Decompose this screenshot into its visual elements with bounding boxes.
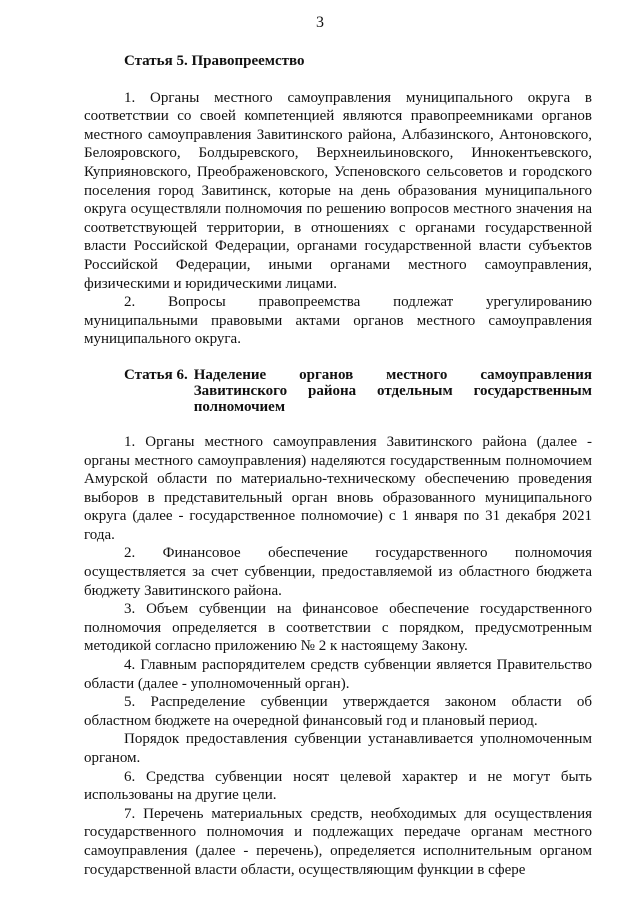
article-5-paragraph-1: 1. Органы местного самоуправления муниципального округа в соответствии со своей компетенцией являются правопреемниками органов местного самоуправления Завитинского района, Албазинского, Антоновского, Белояровского, Болдыревского, Верхнеильиновского, Иннокентьевского, Куприяновского, Преображеновского, Успеновского сельсоветов и городского поселения город Завитинск, которые на день образования муниципального округа осуществляли полномочия по решению вопросов местного значения на соответствующей территории, в отношениях с органами государственной власти Российской Федерации, органами государственной власти субъектов Российской Федерации, иными органами местного самоуправления, физическими и юридическими лицами. — [84, 89, 592, 292]
article-6-paragraph-7: 6. Средства субвенции носят целевой характер и не могут быть использованы на другие цели. — [84, 768, 592, 804]
page-number: 3 — [316, 14, 324, 31]
article-6-paragraph-3: 3. Объем субвенции на финансовое обеспечение государственного полномочия определяется в соответствии с порядком, предусмотренным методикой согласно приложению № 2 к настоящему Закону. — [84, 601, 592, 655]
article-6-paragraph-1: 1. Органы местного самоуправления Завитинского района (далее - органы местного самоуправления) наделяются государственным полномочием Амурской области по материально-техническому обеспечению проведения выборов в представительный орган вновь образованного муниципального округа (далее - государственное полномочие) с 1 января по 31 декабря 2021 года. — [84, 433, 592, 543]
article-5-heading: Статья 5. Правопреемство — [124, 53, 305, 69]
article-6-paragraph-6: Порядок предоставления субвенции устанавливается уполномоченным органом. — [84, 731, 592, 766]
article-6-label: Статья 6. — [124, 366, 188, 383]
article-6-paragraph-5: 5. Распределение субвенции утверждается законом области об областном бюджете на очередной финансовый год и плановый период. — [84, 694, 592, 729]
article-6-title: Наделение органов местного самоуправления Завитинского района отдельным государственным полномочием — [193, 366, 592, 415]
document-body — [84, 52, 592, 879]
article-6-paragraph-8: 7. Перечень материальных средств, необходимых для осуществления государственного полномочия и подлежащих передаче органам местного самоуправления (далее - перечень), определяется исполнительным органом государственной власти области, осуществляющим функции в сфере — [84, 805, 592, 878]
article-6-paragraph-2: 2. Финансовое обеспечение государственного полномочия осуществляется за счет субвенции, предоставляемой из областного бюджета бюджету Завитинского района. — [84, 545, 592, 599]
article-6-heading — [124, 367, 592, 415]
article-5-paragraph-2: 2. Вопросы правопреемства подлежат урегулированию муниципальными правовыми актами органов местного самоуправления муниципального округа. — [84, 294, 592, 348]
article-6-paragraph-4: 4. Главным распорядителем средств субвенции является Правительство области (далее - уполномоченный орган). — [84, 657, 592, 692]
